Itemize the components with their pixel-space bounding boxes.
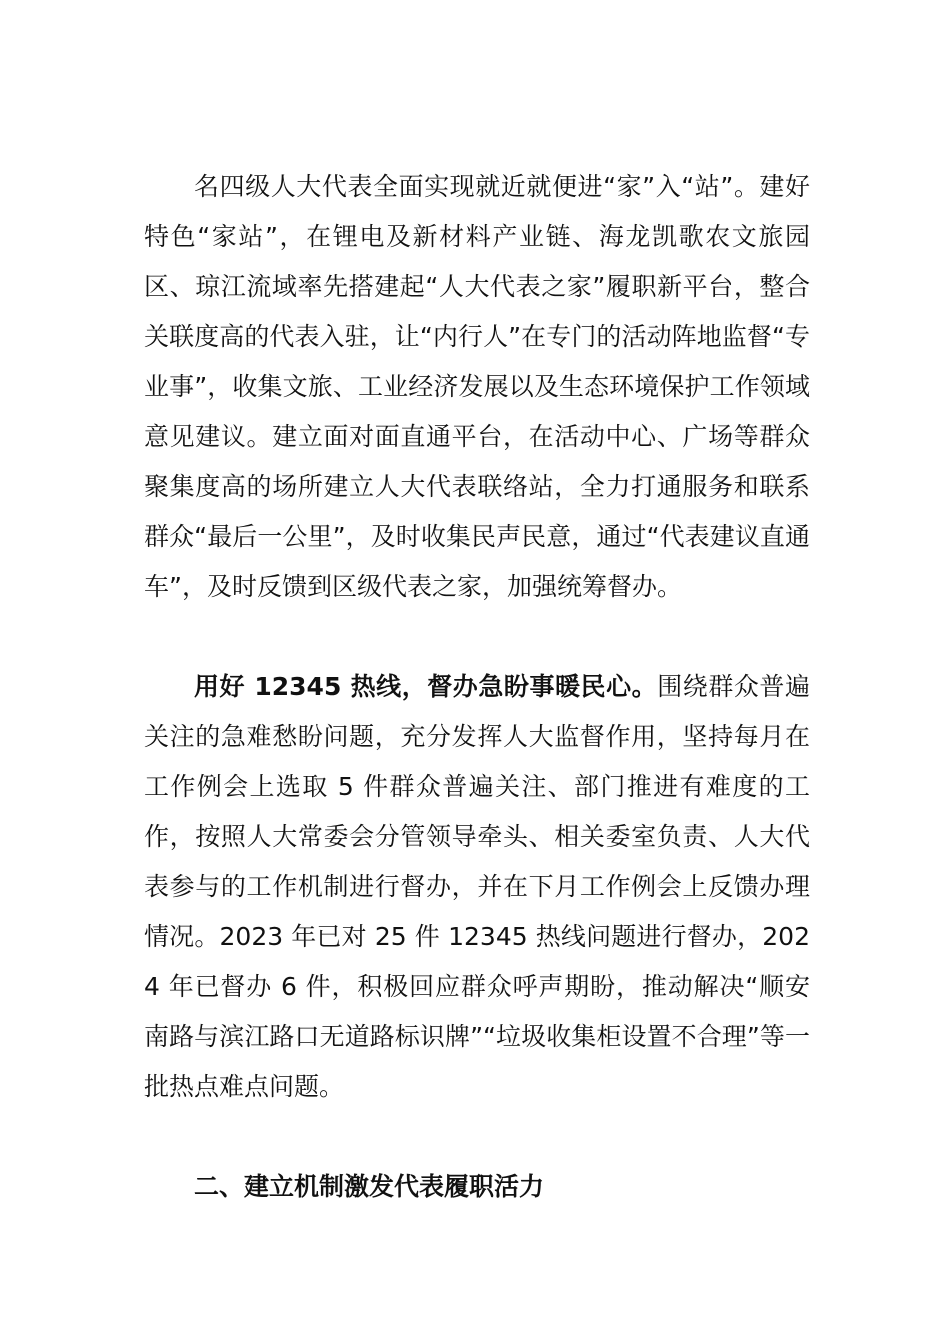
paragraph-2-body: 围绕群众普遍关注的急难愁盼问题，充分发挥人大监督作用，坚持每月在工作例会上选取 5 件群众普遍关注、部门推进有难度的工作，按照人大常委会分管领导牵头、相关委室负责、人大代表参与的工作机制进行督办，并在下月工作例会上反馈办理情况。2023 年已对 25 件 12345 热线问题进行督办，2024 年已督办 6 件，积极回应群众呼声期盼，推动解决“顺安南路与滨江路口无道路标识牌”“垃圾收集柜设置不合理”等一批热点难点问题。 (144, 672, 810, 1101)
paragraph-2 (144, 662, 810, 1112)
paragraph-1: 名四级人大代表全面实现就近就便进“家”入“站”。建好特色“家站”，在锂电及新材料产业链、海龙凯歌农文旅园区、琼江流域率先搭建起“人大代表之家”履职新平台，整合关联度高的代表入驻，让“内行人”在专门的活动阵地监督“专业事”，收集文旅、工业经济发展以及生态环境保护工作领域意见建议。建立面对面直通平台，在活动中心、广场等群众聚集度高的场所建立人大代表联络站，全力打通服务和联系群众“最后一公里”，及时收集民声民意，通过“代表建议直通车”，及时反馈到区级代表之家，加强统筹督办。 (144, 172, 810, 601)
section-heading: 二、建立机制激发代表履职活力 (194, 1172, 545, 1201)
paragraph-2-lead: 用好 12345 热线，督办急盼事暖民心。 (194, 672, 658, 701)
document-body (144, 162, 810, 1212)
paragraph-spacer (144, 612, 810, 662)
paragraph-spacer (144, 1112, 810, 1162)
